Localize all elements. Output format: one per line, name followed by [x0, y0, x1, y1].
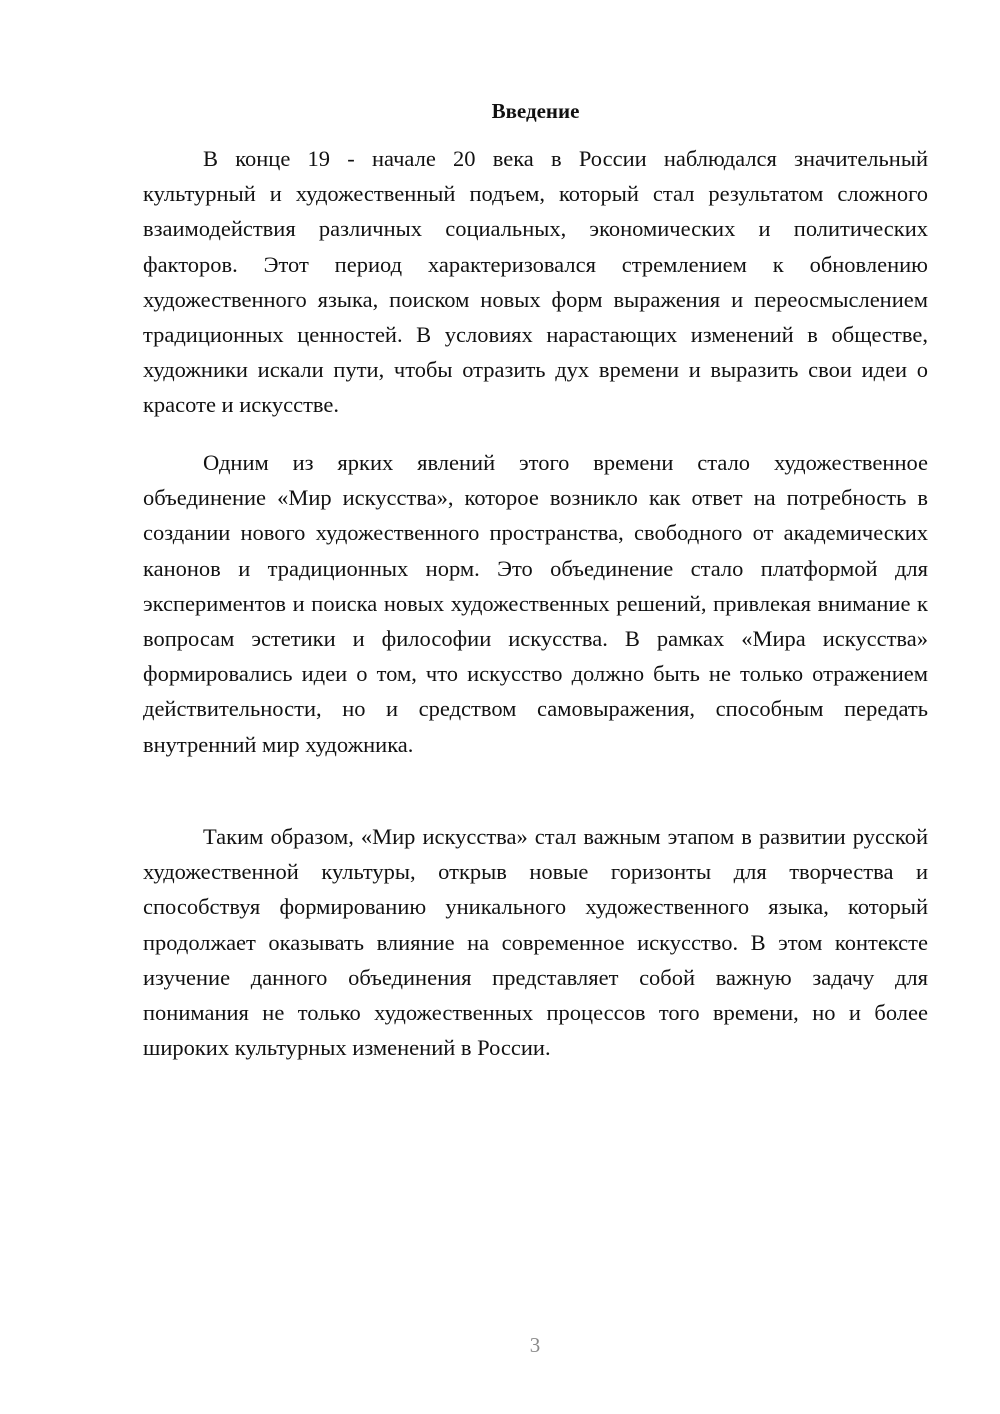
page-number: 3 [529, 1333, 541, 1357]
paragraph-2: Одним из ярких явлений этого времени стало художественное объединение «Мир искусства», которое возникло как ответ на потребность в создании нового художественного пространства, свободного от академических канонов и традиционных норм. Это объединение стало платформой для экспериментов и поиска новых художественных решений, привлекая внимание к вопросам эстетики и философии искусства. В рамках «Мира искусства» формировались идеи о том, что искусство должно быть не только отражением действительности, но и средством самовыражения, способным передать внутренний мир художника. [143, 450, 928, 757]
section-heading: Введение [491, 99, 580, 123]
paragraph-3: Таким образом, «Мир искусства» стал важным этапом в развитии русской художественной культуры, открыв новые горизонты для творчества и способствуя формированию уникального художественного языка, который продолжает оказывать влияние на современное искусство. В этом контексте изучение данного объединения представляет собой важную задачу для понимания не только художественных процессов того времени, но и более широких культурных изменений в России. [143, 824, 928, 1061]
paragraph-1: В конце 19 - начале 20 века в России наблюдался значительный культурный и художественный подъем, который стал результатом сложного взаимодействия различных социальных, экономических и политических факторов. Этот период характеризовался стремлением к обновлению художественного языка, поиском новых форм выражения и переосмыслением традиционных ценностей. В условиях нарастающих изменений в обществе, художники искали пути, чтобы отразить дух времени и выразить свои идеи о красоте и искусстве. [143, 146, 928, 418]
